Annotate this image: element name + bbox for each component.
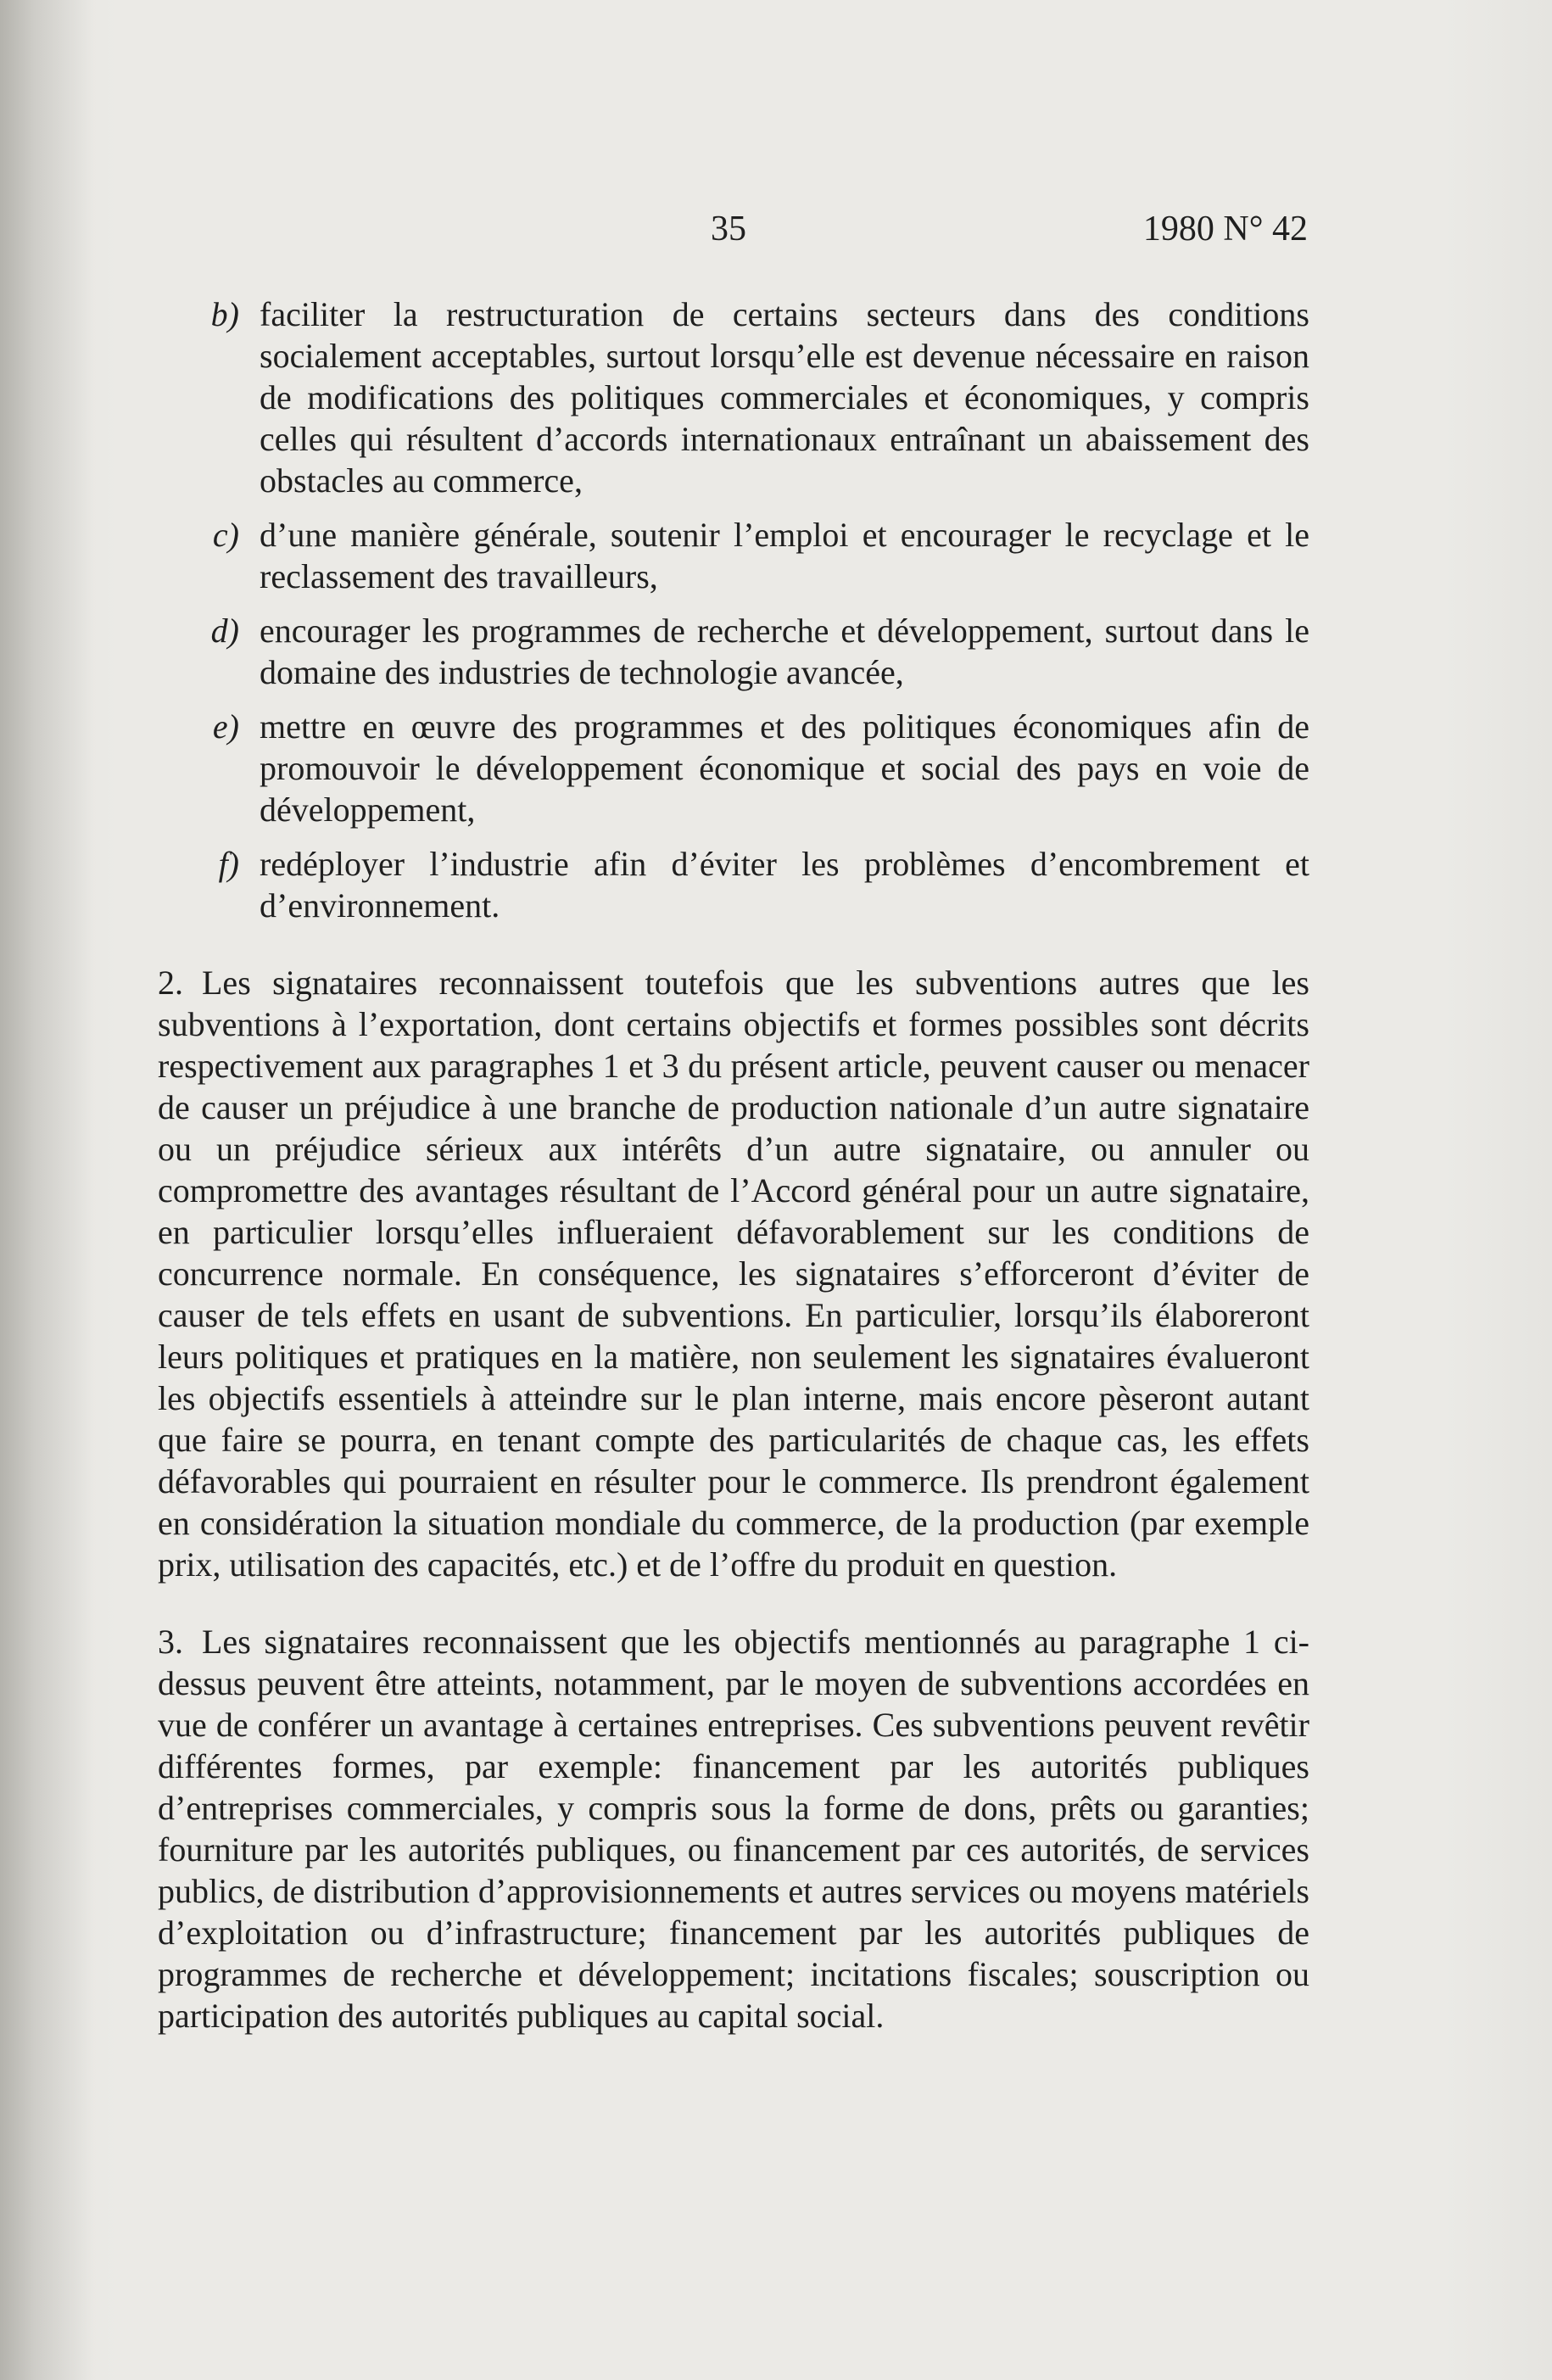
list-item bbox=[158, 610, 1309, 693]
list-item-label: c) bbox=[212, 516, 239, 554]
page-body bbox=[158, 293, 1309, 2070]
list-item-label: b) bbox=[210, 295, 239, 333]
paragraph-text: Les signataires reconnaissent toutefois que les subventions autres que les subventions à l’exportation, dont certains objectifs et formes possibles sont décrits respectivement aux paragraphes 1 et 3 du présent article, peuvent causer ou menacer de causer un préjudice à une branche de production nationale d’un autre signataire ou un préjudice sérieux aux intérêts d’un autre signataire, ou annuler ou compromettre des avantages résultant de l’Accord général pour un autre signataire, en particulier lorsqu’elles influeraient défavorablement sur les conditions de concurrence normale. En conséquence, les signataires s’efforceront d’éviter de causer de tels effets en usant de subventions. En particulier, lorsqu’ils élaboreront leurs politiques et pratiques en la matière, non seulement les signataires évalueront les objectifs essentiels à atteindre sur le plan interne, mais encore pèseront autant que faire se pourra, en tenant compte des particularités de chaque cas, les effets défavorables qui pourraient en résulter pour le commerce. Ils prendront également en considération la situation mondiale du commerce, de la production (par exemple prix, utilisation des capacités, etc.) et de l’offre du produit en question. bbox=[158, 964, 1309, 1584]
list-item-text: mettre en œuvre des programmes et des politiques économiques afin de promouvoir le développement économique et social des pays en voie de développement, bbox=[260, 707, 1309, 829]
page-header bbox=[0, 204, 1552, 254]
list-item-text: d’une manière générale, soutenir l’emploi et encourager le recyclage et le reclassement des travailleurs, bbox=[260, 516, 1309, 595]
list-item bbox=[158, 843, 1309, 926]
document-number: 1980 N° 42 bbox=[1142, 210, 1308, 249]
paragraph-3 bbox=[158, 1621, 1309, 2036]
list-item bbox=[158, 293, 1309, 501]
list-item-label: e) bbox=[212, 707, 239, 746]
list-item-text: redéployer l’industrie afin d’éviter les problèmes d’encombrement et d’environnement. bbox=[260, 845, 1309, 925]
paragraph-text: Les signataires reconnaissent que les objectifs mentionnés au paragraphe 1 ci-dessus peuvent être atteints, notamment, par le moyen de subventions accordées en vue de conférer un avantage à certaines entreprises. Ces subventions peuvent revêtir différentes formes, par exemple: financement par les autorités publiques d’entreprises commerciales, y compris sous la forme de dons, prêts ou garanties; fourniture par les autorités publiques, ou financement par ces autorités, de services publics, de distribution d’approvisionnements et autres services ou moyens matériels d’exploitation ou d’infrastructure; financement par les autorités publiques de programmes de recherche et développement; incitations fiscales; souscription ou participation des autorités publiques au capital social. bbox=[158, 1623, 1309, 2035]
list-item-text: encourager les programmes de recherche et développement, surtout dans le domaine des industries de technologie avancée, bbox=[260, 612, 1309, 691]
list-item-text: faciliter la restructuration de certains secteurs dans des conditions socialement acceptables, surtout lorsqu’elle est devenue nécessaire en raison de modifications des politiques commerciales et économiques, y compris celles qui résultent d’accords internationaux entraînant un abaissement des obstacles au commerce, bbox=[260, 295, 1309, 500]
binding-shadow bbox=[0, 0, 93, 2380]
paragraph-number: 2. bbox=[158, 964, 183, 1002]
list-item-label: d) bbox=[210, 612, 239, 650]
list-item bbox=[158, 514, 1309, 597]
paragraph-number: 3. bbox=[158, 1623, 183, 1661]
list-item-label: f) bbox=[218, 845, 239, 883]
paragraph-2 bbox=[158, 962, 1309, 1585]
page-number: 35 bbox=[711, 210, 746, 249]
list-item bbox=[158, 706, 1309, 830]
